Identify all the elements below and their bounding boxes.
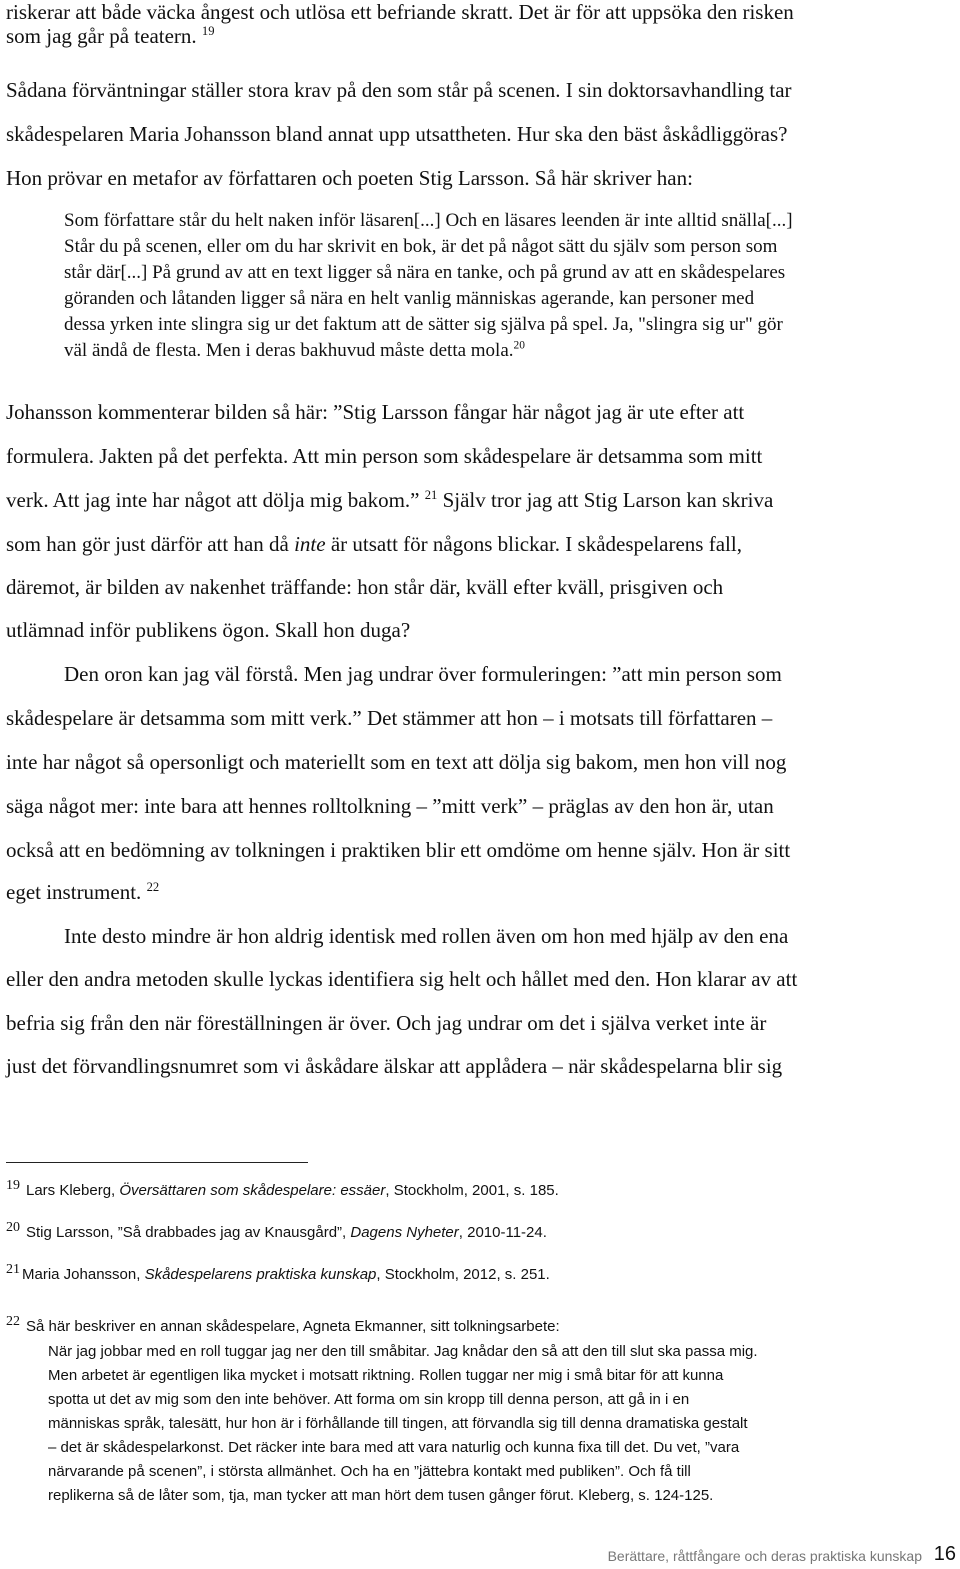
footnote-21 — [6, 1262, 550, 1283]
quote-line: göranden och låtanden ligger så nära en helt vanlig människas agerande, kan personer med — [64, 288, 755, 309]
footnote-quote-line: människas språk, talesätt, hur hon är i förhållande till tingen, att förvandla sig till denna dramatiska gestalt — [48, 1415, 748, 1432]
footnote-quote-line: Men arbetet är egentligen lika mycket i motsatt riktning. Rollen tuggar ner mig i små bitar för att kunna — [48, 1367, 724, 1384]
footnote-text: Så här beskriver en annan skådespelare, Agneta Ekmanner, sitt tolkningsarbete: — [26, 1318, 560, 1335]
footnote-separator — [6, 1162, 308, 1163]
page-number: 16 — [933, 1543, 956, 1565]
footnote-title: Översättaren som skådespelare: essäer — [119, 1182, 386, 1199]
emphasis: inte — [294, 532, 326, 556]
footnote-ref[interactable]: 19 — [201, 24, 215, 38]
footnote-title: Skådespelarens praktiska kunskap — [144, 1266, 377, 1283]
quote-line: står där[...] På grund av att en text ligger så nära en tanke, och på grund av att en skådespelares — [64, 262, 786, 283]
footnote-ref[interactable]: 21 — [424, 488, 438, 502]
body-line: just det förvandlingsnumret som vi åskådare älskar att applådera – när skådespelarna blir sig — [6, 1054, 783, 1078]
body-line: Sådana förväntningar ställer stora krav på den som står på scenen. I sin doktorsavhandling tar — [6, 78, 792, 102]
body-line: skådespelare är detsamma som mitt verk.” Det stämmer att hon – i motsats till författaren – — [6, 706, 773, 730]
body-line — [6, 24, 215, 49]
footnote-title: Dagens Nyheter — [350, 1224, 459, 1241]
footnote-quote-line: spotta ut det av mig som den inte behöver. Att forma om sin kropp till denna person, att gå in i en — [48, 1391, 690, 1408]
body-text: eget instrument. — [6, 880, 147, 904]
body-text: är utsatt för någons blickar. I skådespelarens fall, — [325, 532, 742, 556]
body-line: Inte desto mindre är hon aldrig identisk med rollen även om hon med hjälp av den ena — [64, 924, 789, 948]
quote-line: dessa yrken inte slingra sig ur det faktum att de sätter sig själva på spel. Ja, "slingra sig ur" gör — [64, 314, 783, 335]
body-line: utlämnad inför publikens ögon. Skall hon duga? — [6, 618, 411, 642]
footnote-ref[interactable]: 22 — [146, 880, 160, 894]
body-line: Hon prövar en metafor av författaren och poeten Stig Larsson. Så här skriver han: — [6, 166, 693, 190]
body-line: Den oron kan jag väl förstå. Men jag undrar över formuleringen: ”att min person som — [64, 662, 782, 686]
footnote-20 — [6, 1220, 547, 1241]
footnote-quote-line: närvarande på scenen”, i största allmänhet. Och ha en ”jättebra kontakt med publiken”. Och få till — [48, 1463, 691, 1480]
footnote-number: 19 — [6, 1178, 20, 1193]
body-line: eller den andra metoden skulle lyckas identifiera sig helt och hållet med den. Hon klarar av att — [6, 967, 798, 991]
body-line: däremot, är bilden av nakenhet träffande: hon står där, kväll efter kväll, prisgiven och — [6, 575, 724, 599]
footnote-number: 20 — [6, 1220, 20, 1235]
body-line — [6, 488, 773, 513]
footnote-text: Stig Larsson, ”Så drabbades jag av Knausgård”, — [26, 1224, 351, 1241]
running-footer-title: Berättare, råttfångare och deras praktiska kunskap — [607, 1548, 922, 1564]
footnote-19 — [6, 1178, 559, 1199]
footnote-text: , Stockholm, 2001, s. 185. — [385, 1182, 559, 1199]
footnote-quote-line: När jag jobbar med en roll tuggar jag ner den till småbitar. Jag knådar den så att den till slut ska passa mig. — [48, 1343, 758, 1360]
footnote-text: Maria Johansson, — [22, 1266, 145, 1283]
body-text: Själv tror jag att Stig Larson kan skriva — [437, 488, 774, 512]
body-line: också att en bedömning av tolkningen i praktiken blir ett omdöme om henne själv. Hon är sitt — [6, 838, 791, 862]
body-line: riskerar att både väcka ångest och utlösa ett befriande skratt. Det är för att uppsöka den risken — [6, 0, 794, 24]
footnote-number: 21 — [6, 1262, 20, 1277]
footnote-quote-line: replikerna så de låter som, tja, man tycker att man hört dem tusen gånger förut. Kleberg, s. 124-125. — [48, 1487, 714, 1504]
quote-text: väl ändå de flesta. Men i deras bakhuvud måste detta mola. — [64, 340, 514, 361]
footnote-22 — [6, 1314, 560, 1335]
footnote-ref[interactable]: 20 — [513, 339, 525, 352]
footnote-text: , 2010-11-24. — [458, 1224, 547, 1241]
body-line: formulera. Jakten på det perfekta. Att min person som skådespelare är detsamma som mitt — [6, 444, 763, 468]
quote-line: Står du på scenen, eller om du har skrivit en bok, är det på något sätt du själv som person som — [64, 236, 778, 257]
footnote-text: Lars Kleberg, — [26, 1182, 120, 1199]
body-line: inte har något så opersonligt och materiellt som en text att dölja sig bakom, men hon vill nog — [6, 750, 787, 774]
quote-line — [64, 340, 525, 362]
footnote-number: 22 — [6, 1314, 20, 1329]
body-line: befria sig från den när föreställningen är över. Och jag undrar om det i själva verket inte är — [6, 1011, 767, 1035]
body-line-text: som jag går på teatern. — [6, 24, 197, 48]
footnote-text: , Stockholm, 2012, s. 251. — [376, 1266, 550, 1283]
body-text: verk. Att jag inte har något att dölja mig bakom.” — [6, 488, 420, 512]
quote-line: Som författare står du helt naken inför läsaren[...] Och en läsares leenden är inte alltid snälla[...] — [64, 210, 793, 231]
body-line — [6, 880, 159, 905]
body-line: Johansson kommenterar bilden så här: ”Stig Larsson fångar här något jag är ute efter att — [6, 400, 745, 424]
body-line: säga något mer: inte bara att hennes rolltolkning – ”mitt verk” – präglas av den hon är, utan — [6, 794, 774, 818]
footnote-quote-line: – det är skådespelarkonst. Det räcker inte bara med att vara naturlig och kunna fixa till det. Du vet, ”vara — [48, 1439, 740, 1456]
body-text: som han gör just därför att han då — [6, 532, 295, 556]
body-line — [6, 532, 742, 557]
body-line: skådespelaren Maria Johansson bland annat upp utsattheten. Hur ska den bäst åskådliggöras? — [6, 122, 788, 146]
